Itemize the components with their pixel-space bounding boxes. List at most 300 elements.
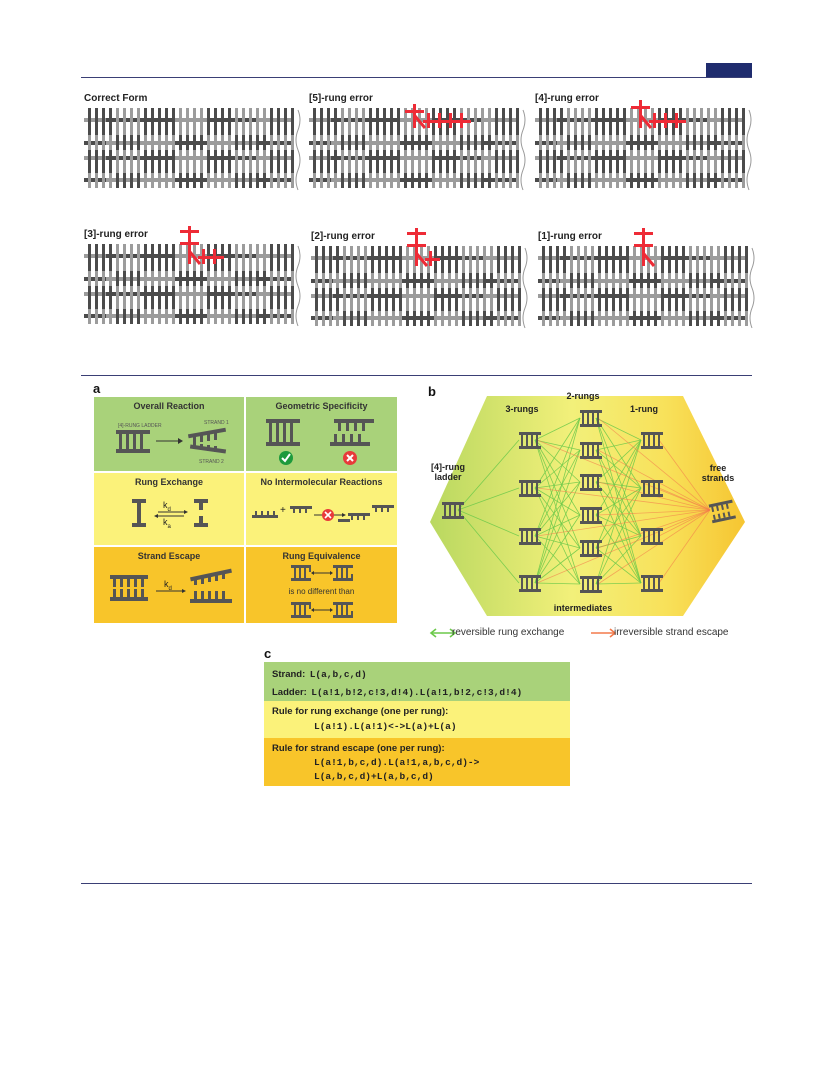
rung — [116, 173, 119, 188]
rung — [95, 108, 98, 136]
rung-exchange-title: Rung Exchange — [134, 477, 203, 487]
rung — [221, 173, 224, 188]
rung — [518, 246, 521, 274]
rung — [724, 246, 727, 274]
rung — [242, 286, 245, 309]
rung — [418, 150, 421, 173]
rung — [109, 173, 112, 188]
rung — [495, 150, 498, 173]
rung — [116, 309, 119, 324]
rung — [549, 273, 552, 288]
rung — [214, 150, 217, 173]
rung — [654, 311, 657, 326]
rule1-code: L(a!1).L(a!1)<->L(a)+L(a) — [314, 721, 457, 732]
rung — [707, 150, 710, 173]
rung — [350, 246, 353, 274]
rung — [357, 311, 360, 326]
rung — [724, 288, 727, 311]
rung — [434, 288, 437, 311]
rung — [277, 244, 280, 272]
rung — [385, 273, 388, 288]
rung — [623, 108, 626, 136]
rung — [605, 273, 608, 288]
break-mark — [521, 110, 525, 190]
rung — [731, 273, 734, 288]
rung — [116, 244, 119, 272]
rung — [392, 273, 395, 288]
rung — [738, 273, 741, 288]
rung — [707, 173, 710, 188]
rung — [270, 271, 273, 286]
rung — [595, 150, 598, 173]
strand-escape-title: Strand Escape — [137, 551, 201, 561]
rung — [235, 286, 238, 309]
rung — [495, 108, 498, 136]
rung — [109, 286, 112, 309]
rung — [256, 135, 259, 150]
rung — [369, 135, 372, 150]
rung — [481, 150, 484, 173]
rung — [469, 273, 472, 288]
rung — [434, 273, 437, 288]
rung — [570, 273, 573, 288]
rung — [123, 244, 126, 272]
rung — [123, 108, 126, 136]
rung — [88, 135, 91, 150]
rung — [441, 288, 444, 311]
rung — [385, 246, 388, 274]
rung — [588, 108, 591, 136]
rung — [418, 135, 421, 150]
rung — [364, 288, 367, 311]
rung — [158, 150, 161, 173]
rung — [228, 309, 231, 324]
rung — [476, 288, 479, 311]
rung — [745, 246, 748, 274]
rung — [448, 246, 451, 274]
rung — [151, 150, 154, 173]
ladder-panel — [535, 90, 759, 200]
rung — [404, 135, 407, 150]
rung — [476, 273, 479, 288]
rung — [488, 173, 491, 188]
rung — [700, 135, 703, 150]
error-rung — [180, 242, 199, 245]
rung — [731, 246, 734, 274]
rung — [661, 288, 664, 311]
rung — [574, 135, 577, 150]
overall-reaction-title: Overall Reaction — [133, 401, 205, 411]
rung — [647, 273, 650, 288]
error-panel-label: [1]-rung error — [538, 231, 602, 242]
rung — [623, 173, 626, 188]
rung — [313, 135, 316, 150]
rung — [742, 108, 745, 136]
rung — [383, 150, 386, 173]
rung — [598, 288, 601, 311]
error-rung — [675, 113, 678, 128]
rung — [315, 311, 318, 326]
free-strands-label: free strands — [701, 463, 735, 483]
rung — [420, 288, 423, 311]
rung — [563, 288, 566, 311]
rung — [467, 173, 470, 188]
rung — [362, 135, 365, 150]
rung — [689, 273, 692, 288]
rung — [348, 150, 351, 173]
rung — [291, 286, 294, 309]
rung — [406, 288, 409, 311]
rung — [469, 311, 472, 326]
rung — [446, 135, 449, 150]
rung — [441, 246, 444, 274]
rung — [455, 246, 458, 274]
rung — [686, 108, 689, 136]
rung — [616, 108, 619, 136]
rung — [619, 288, 622, 311]
rung — [570, 288, 573, 311]
rung — [397, 135, 400, 150]
rung — [633, 273, 636, 288]
rung — [116, 108, 119, 136]
rung — [476, 246, 479, 274]
rung — [738, 246, 741, 274]
strand2-caption: STRAND 2 — [199, 459, 224, 465]
rung — [455, 311, 458, 326]
rung — [88, 286, 91, 309]
rung — [700, 108, 703, 136]
rung — [320, 150, 323, 173]
rung — [425, 135, 428, 150]
strand-code: L(a,b,c,d) — [309, 669, 367, 680]
rung — [102, 173, 105, 188]
rung — [320, 135, 323, 150]
rung — [88, 309, 91, 324]
rung — [270, 286, 273, 309]
rung — [411, 150, 414, 173]
error-strand — [423, 120, 471, 123]
rung — [291, 271, 294, 286]
rung — [95, 244, 98, 272]
rung — [483, 246, 486, 274]
rung — [588, 150, 591, 173]
ladder-panel — [538, 228, 762, 338]
rung — [327, 108, 330, 136]
rung — [418, 173, 421, 188]
rung — [637, 173, 640, 188]
rung — [263, 271, 266, 286]
rung — [427, 273, 430, 288]
rung — [605, 246, 608, 274]
rung — [355, 150, 358, 173]
rung — [502, 135, 505, 150]
rung — [336, 311, 339, 326]
footer-rule — [81, 883, 752, 884]
rung — [109, 271, 112, 286]
ladder-panel — [309, 90, 533, 200]
rung — [172, 135, 175, 150]
rung — [270, 244, 273, 272]
error-rung — [213, 249, 216, 264]
rung — [329, 311, 332, 326]
rung — [277, 309, 280, 324]
rung — [193, 108, 196, 136]
rung — [102, 150, 105, 173]
rung — [392, 311, 395, 326]
rung — [504, 288, 507, 311]
rung — [399, 246, 402, 274]
rung — [714, 108, 717, 136]
rung — [193, 135, 196, 150]
rung — [462, 311, 465, 326]
rung — [256, 309, 259, 324]
error-panel-label: [4]-rung error — [535, 93, 599, 104]
rung — [745, 288, 748, 311]
rung-equivalence-title: Rung Equivalence — [282, 551, 361, 561]
rung — [179, 271, 182, 286]
rung — [137, 309, 140, 324]
rung — [371, 311, 374, 326]
rung — [158, 135, 161, 150]
rung — [336, 288, 339, 311]
rung — [88, 150, 91, 173]
rung — [362, 150, 365, 173]
rung — [228, 135, 231, 150]
rung — [343, 273, 346, 288]
rung — [651, 135, 654, 150]
rung — [411, 135, 414, 150]
rung — [703, 311, 706, 326]
rung — [469, 288, 472, 311]
rung — [460, 173, 463, 188]
rung — [481, 135, 484, 150]
rung — [483, 273, 486, 288]
rung — [144, 244, 147, 272]
rung — [235, 244, 238, 272]
rung — [644, 173, 647, 188]
rung — [137, 150, 140, 173]
rung — [567, 173, 570, 188]
rung — [399, 288, 402, 311]
rung — [633, 246, 636, 274]
rung — [661, 311, 664, 326]
rung — [123, 286, 126, 309]
break-mark — [747, 110, 751, 190]
rung — [742, 150, 745, 173]
escape-kd-label: $k_d$ — [164, 579, 172, 592]
ladder-label: [4]-rung ladder — [431, 462, 465, 482]
rung — [341, 150, 344, 173]
rule2-code-line2: L(a,b,c,d)+L(a,b,c,d) — [314, 771, 434, 782]
rung — [263, 244, 266, 272]
rung — [102, 286, 105, 309]
rung — [672, 150, 675, 173]
rung — [511, 288, 514, 311]
rung — [362, 108, 365, 136]
rung — [420, 273, 423, 288]
rung — [675, 246, 678, 274]
rung — [291, 173, 294, 188]
rung — [172, 286, 175, 309]
rung — [745, 311, 748, 326]
rung — [488, 150, 491, 173]
rung — [235, 309, 238, 324]
rung — [717, 288, 720, 311]
rung — [714, 135, 717, 150]
rung — [502, 173, 505, 188]
rung — [144, 271, 147, 286]
rung — [172, 309, 175, 324]
rung — [214, 108, 217, 136]
rung — [284, 135, 287, 150]
rung — [588, 173, 591, 188]
rung — [651, 173, 654, 188]
rung — [334, 150, 337, 173]
rung — [455, 273, 458, 288]
rung — [630, 150, 633, 173]
error-rung — [460, 113, 463, 128]
rung — [668, 273, 671, 288]
rung — [123, 135, 126, 150]
intermediates-label: intermediates — [553, 603, 613, 613]
rung — [130, 244, 133, 272]
rung — [640, 273, 643, 288]
rung — [626, 246, 629, 274]
rung — [539, 135, 542, 150]
rung — [623, 150, 626, 173]
rung — [369, 150, 372, 173]
rung — [228, 108, 231, 136]
ladder-code: L(a!1,b!2,c!3,d!4).L(a!1,b!2,c!3,d!4) — [311, 687, 523, 698]
rung — [567, 150, 570, 173]
rung — [462, 288, 465, 311]
rung — [696, 246, 699, 274]
rung — [249, 150, 252, 173]
rung — [455, 288, 458, 311]
rung — [588, 135, 591, 150]
rung — [151, 309, 154, 324]
rung — [406, 273, 409, 288]
rung — [341, 135, 344, 150]
rung — [369, 173, 372, 188]
rung — [334, 135, 337, 150]
rung — [633, 311, 636, 326]
rung — [490, 246, 493, 274]
rung — [504, 273, 507, 288]
rung — [495, 173, 498, 188]
rung — [654, 288, 657, 311]
rung — [574, 108, 577, 136]
rung — [277, 271, 280, 286]
rung — [647, 288, 650, 311]
rung — [560, 150, 563, 173]
rung — [742, 173, 745, 188]
rung — [291, 309, 294, 324]
rung — [516, 150, 519, 173]
rung — [591, 246, 594, 274]
rung — [315, 273, 318, 288]
rung — [710, 273, 713, 288]
rung — [369, 108, 372, 136]
rung — [137, 108, 140, 136]
rung — [256, 173, 259, 188]
rung — [549, 288, 552, 311]
rung — [284, 244, 287, 272]
rung — [249, 135, 252, 150]
rung — [123, 309, 126, 324]
rung — [432, 135, 435, 150]
rung — [509, 173, 512, 188]
rung — [462, 246, 465, 274]
rung — [397, 150, 400, 173]
error-strand — [198, 256, 224, 259]
rung — [469, 246, 472, 274]
rung — [668, 311, 671, 326]
rung — [214, 309, 217, 324]
rung — [263, 286, 266, 309]
rung — [364, 273, 367, 288]
rung — [539, 108, 542, 136]
rung — [675, 273, 678, 288]
rung — [109, 244, 112, 272]
rung — [658, 173, 661, 188]
rung — [235, 135, 238, 150]
rung — [675, 288, 678, 311]
rung — [186, 286, 189, 309]
rung — [609, 173, 612, 188]
rung — [609, 108, 612, 136]
rung — [172, 244, 175, 272]
rung — [404, 150, 407, 173]
rung — [509, 150, 512, 173]
rung — [291, 244, 294, 272]
rung — [439, 135, 442, 150]
rung — [567, 108, 570, 136]
rung — [717, 311, 720, 326]
col-2-rungs-label: 2-rungs — [566, 391, 600, 401]
rung — [427, 288, 430, 311]
rung — [735, 135, 738, 150]
rung — [509, 135, 512, 150]
rung — [724, 273, 727, 288]
rung — [490, 311, 493, 326]
rung — [102, 271, 105, 286]
rung — [165, 286, 168, 309]
rung — [357, 288, 360, 311]
rung — [623, 135, 626, 150]
rung — [577, 246, 580, 274]
rung — [284, 309, 287, 324]
rung — [619, 246, 622, 274]
rung — [228, 271, 231, 286]
rung — [598, 273, 601, 288]
rung — [556, 311, 559, 326]
rung — [399, 273, 402, 288]
rung — [193, 173, 196, 188]
rung — [584, 246, 587, 274]
rung — [249, 271, 252, 286]
rung — [116, 271, 119, 286]
break-mark — [296, 246, 300, 326]
rung — [270, 173, 273, 188]
rung — [165, 309, 168, 324]
rung — [270, 135, 273, 150]
rung — [539, 173, 542, 188]
rung — [441, 273, 444, 288]
rung — [256, 150, 259, 173]
rung — [385, 311, 388, 326]
rung — [689, 311, 692, 326]
